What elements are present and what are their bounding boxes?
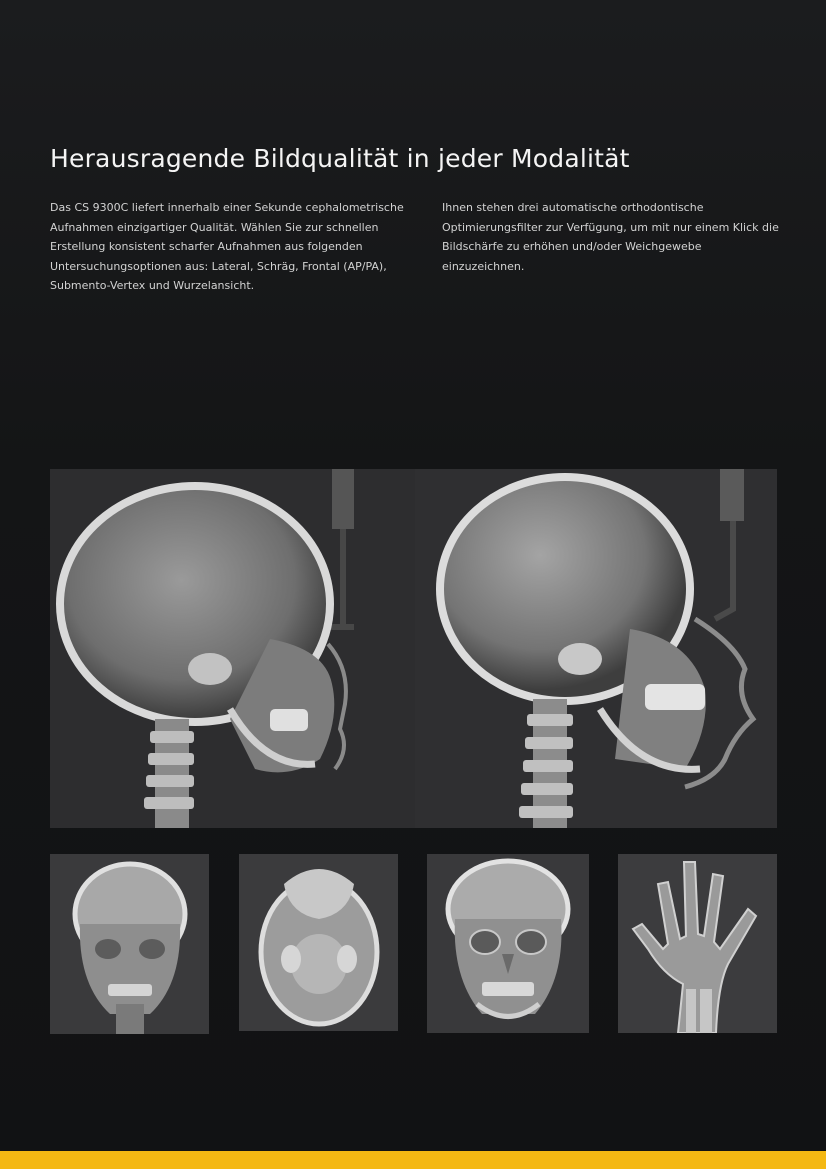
frontal-pa-xray-icon [50, 854, 209, 1034]
hand-wrist-xray-icon [618, 854, 777, 1033]
frontal-ap-xray-icon [427, 854, 589, 1033]
lateral-ceph-softtissue-xray-icon [415, 469, 777, 828]
lateral-ceph-xray-icon [50, 469, 415, 828]
page-title: Herausragende Bildqualität in jeder Modalität [50, 144, 630, 173]
submento-vertex-xray-icon [239, 854, 398, 1031]
intro-text-right: Ihnen stehen drei automatische orthodontische Optimierungsfilter zur Verfügung, um mit nur einem Klick die Bildschärfe zu erhöhen und/oder Weichgewebe einzuzeichnen. [442, 201, 779, 273]
accent-footer-bar [0, 1151, 826, 1169]
intro-text-left: Das CS 9300C liefert innerhalb einer Sekunde cephalometrische Aufnahmen einzigartiger Qualität. Wählen Sie zur schnellen Erstellung konsistent scharfer Aufnahmen aus folgenden Untersuchungsoptionen aus: Lateral, Schräg, Frontal (AP/PA), Submento-Vertex und Wurzelansicht. [50, 201, 404, 292]
